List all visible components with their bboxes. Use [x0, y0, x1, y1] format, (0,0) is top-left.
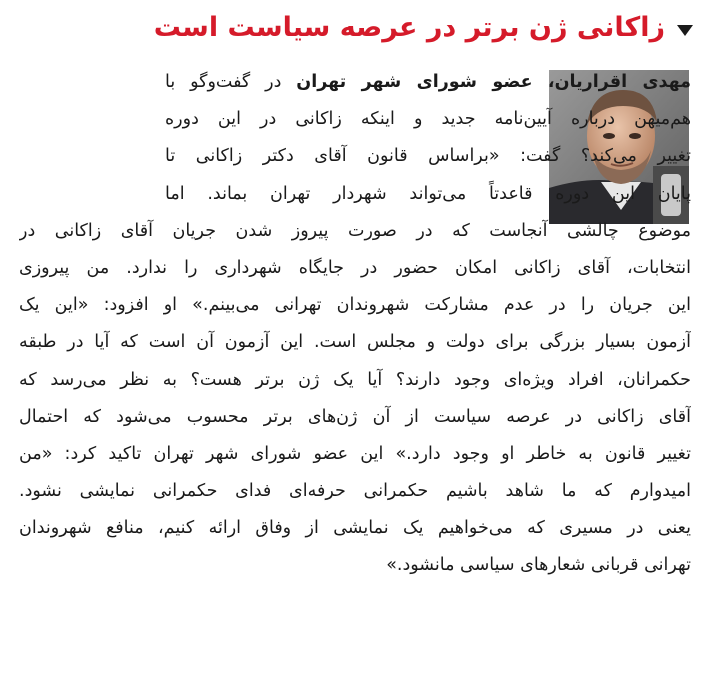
paragraph-line: تغییر می‌کند؟ گفت: «براساس قانون آقای دکتر زاکانی تا: [165, 146, 691, 167]
paragraph-line: تغییر قانون به خاطر او وجود دارد.» این عضو شورای شهر تهران تاکید کرد: «من: [19, 443, 691, 464]
triangle-down-icon: [677, 25, 693, 36]
lead-rest: در گفت‌وگو با: [165, 72, 297, 92]
paragraph-line: هم‌میهن درباره آیین‌نامه جدید و اینکه زاکانی در این دوره: [165, 109, 691, 130]
article-body: [19, 64, 691, 585]
paragraph-line: حکمرانان، افراد ویژه‌ای وجود دارند؟ آیا یک ژن برتر هست؟ به نظر می‌رسد که: [19, 369, 691, 390]
paragraph-line: آقای زاکانی در عرصه سیاست از آن ژن‌های برتر محسوب می‌شود که احتمال: [19, 406, 691, 427]
lead-name: مهدی اقراریان، عضو شورای شهر تهران: [296, 72, 691, 92]
paragraph-line: انتخابات، آقای زاکانی امکان حضور در جایگاه شهرداری را ندارد. من پیروزی: [19, 257, 691, 278]
paragraph-line: موضوع چالشی آنجاست که در صورت پیروز شدن جریان آقای زاکانی در: [19, 220, 691, 241]
paragraph-line: تهرانی قربانی شعارهای سیاسی مانشود.»: [386, 555, 691, 576]
paragraph-line: آزمون بسیار بزرگی برای دولت و مجلس است. این آزمون آن است که آیا در طبقه: [19, 332, 691, 353]
paragraph-line: امیدوارم که ما شاهد باشیم حکمرانی حرفه‌ای فدای حکمرانی نمایشی نشود.: [19, 481, 691, 502]
headline-text: زاکانی ژن برتر در عرصه سیاست است: [153, 12, 665, 43]
paragraph-line: یعنی در مسیری که می‌خواهیم یک نمایشی از وفاق ارائه کنیم، منافع شهروندان: [19, 518, 691, 539]
paragraph-line: این جریان را در عدم مشارکت شهروندان تهرانی می‌بینم.» او افزود: «این یک: [19, 295, 691, 316]
headline: [154, 6, 693, 50]
lead-line: [165, 64, 691, 101]
paragraph-line: پایان این دوره قاعدتاً می‌تواند شهردار تهران بماند. اما: [165, 183, 691, 204]
